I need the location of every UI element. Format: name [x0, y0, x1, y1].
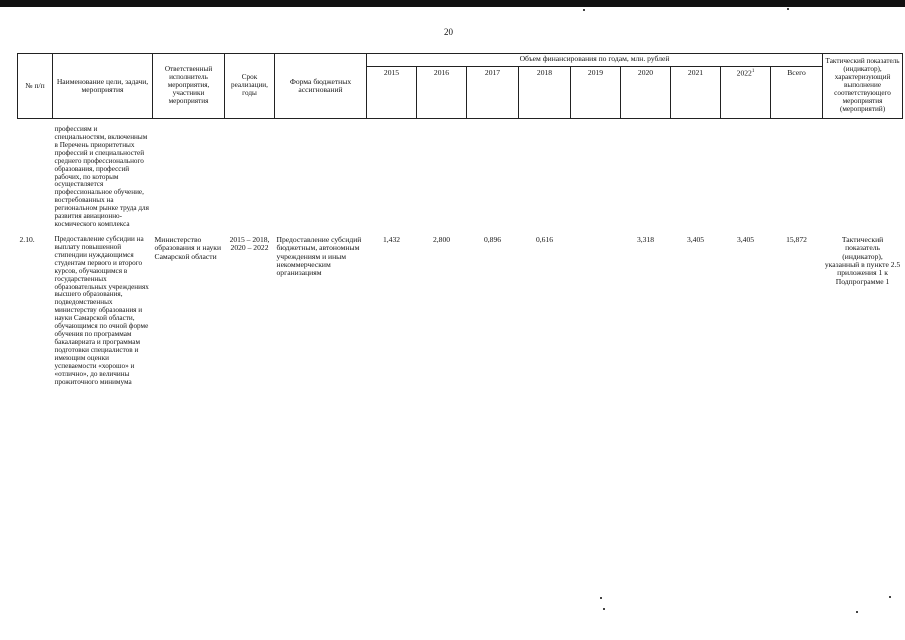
- row-form: Предоставление субсидий бюджетным, автономным учреждениям и иным некоммерческим организациям: [276, 234, 362, 278]
- scan-speck: [600, 597, 602, 599]
- row-value: [367, 119, 417, 234]
- header-year-2022-label: 2022: [736, 68, 752, 78]
- row-value: [571, 119, 621, 234]
- table-row: [18, 234, 903, 387]
- row-name: профессиям и специальностям, включенным в Перечень приоритетных профессий и специальностей среднего профессионального образования, профессий рабочих, по которым осуществляется профессиональное обучение, востребованных на региональном рынке труда для развития авиационно-космического комплекса: [54, 125, 149, 229]
- row-indicator: [823, 119, 903, 234]
- top-border: [0, 0, 905, 7]
- header-year-2019: 2019: [571, 67, 621, 119]
- row-value: [467, 119, 519, 234]
- row-num: 2.10.: [19, 234, 35, 244]
- header-form: Форма бюджетных ассигнований: [275, 54, 367, 119]
- row-indicator: Тактический показатель (индикатор), указанный в пункте 2.5 приложения 1 к Подпрограмме 1: [824, 234, 901, 286]
- footnote-mark: 1: [751, 69, 755, 74]
- row-value: [417, 119, 467, 234]
- header-indicator: Тактический показатель (индикатор), характеризующий выполнение соответствующего мероприятия (мероприятий): [823, 54, 903, 119]
- header-num: № п/п: [18, 54, 53, 119]
- financing-table: [17, 53, 903, 387]
- scan-speck: [856, 611, 858, 613]
- header-year-2016: 2016: [417, 67, 467, 119]
- row-value-2020: 3,318: [636, 234, 655, 244]
- row-value: [771, 119, 823, 234]
- header-executor: Ответственный исполнитель мероприятия, участники мероприятия: [153, 54, 225, 119]
- row-name: Предоставление субсидии на выплату повышенной стипендии нуждающимся студентам первого и второго курсов, обучающимся в государственных образовательных учреждениях высшего образования, подведомственных министерству образования и науки Самарской области, обучающимся по очной форме обучения по программам бакалавриата и программам подготовки специалистов и имеющим оценки успеваемости «хорошо» и «отлично», до величины прожиточного минимума: [54, 234, 149, 386]
- header-total: Всего: [771, 67, 823, 119]
- row-value: [671, 119, 721, 234]
- row-value-2019: [571, 234, 621, 387]
- row-value-2018: 0,616: [535, 234, 554, 244]
- row-value-2016: 2,800: [432, 234, 451, 244]
- header-year-2017: 2017: [467, 67, 519, 119]
- row-term: [225, 119, 275, 234]
- row-value-2015: 1,432: [382, 234, 401, 244]
- table-row: [18, 119, 903, 234]
- row-value-2021: 3,405: [686, 234, 705, 244]
- header-financing: Объем финансирования по годам, млн. рублей: [367, 54, 823, 67]
- row-form: [275, 119, 367, 234]
- page-number: 20: [444, 27, 453, 37]
- header-year-2018: 2018: [519, 67, 571, 119]
- row-value-total: 15,872: [786, 234, 807, 244]
- header-year-2020: 2020: [621, 67, 671, 119]
- row-executor: Министерство образования и науки Самарской области: [154, 234, 222, 261]
- scan-speck: [889, 596, 891, 598]
- scan-speck: [583, 9, 585, 11]
- row-value-2022: 3,405: [736, 234, 755, 244]
- header-term: Срок реализации, годы: [225, 54, 275, 119]
- row-num: [18, 119, 53, 234]
- row-executor: [153, 119, 225, 234]
- row-value: [721, 119, 771, 234]
- row-term: 2015 – 2018, 2020 – 2022: [229, 234, 270, 253]
- row-value: [621, 119, 671, 234]
- row-value: [519, 119, 571, 234]
- header-year-2022: [721, 67, 771, 119]
- header-year-2015: 2015: [367, 67, 417, 119]
- header-name: Наименование цели, задачи, мероприятия: [53, 54, 153, 119]
- scan-speck: [603, 608, 605, 610]
- row-value-2017: 0,896: [483, 234, 502, 244]
- header-year-2021: 2021: [671, 67, 721, 119]
- scan-speck: [787, 8, 789, 10]
